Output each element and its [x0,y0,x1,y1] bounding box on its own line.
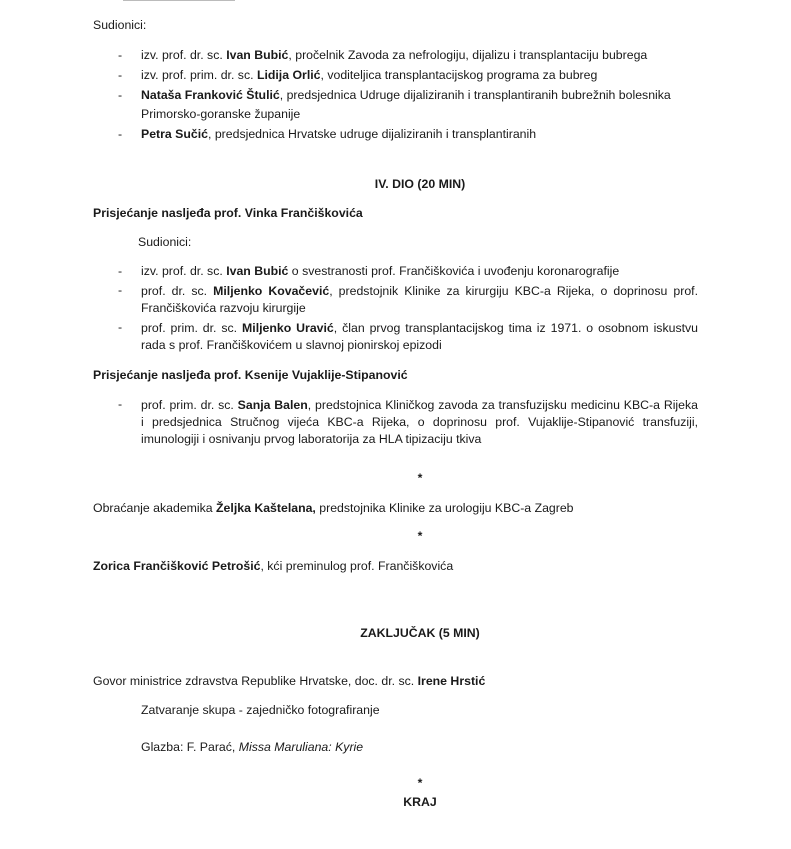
bullet: - [118,264,123,278]
list-item: prof. prim. dr. sc. Miljenko Uravić, član prvog transplantacijskog tima iz 1971. o osobnom iskustvu rada s prof. Frančiškovićem u slavnoj pionirskoj epizodi [141,321,698,352]
list-item: izv. prof. dr. sc. Ivan Bubić o svestranosti prof. Frančiškovića i uvođenju koronarografije [141,264,620,278]
academic-address: Obraćanje akademika Željka Kaštelana, predstojnika Klinike za urologiju KBC-a Zagreb [93,501,574,515]
bullet: - [118,48,123,62]
bullet: - [118,88,123,102]
list-item: prof. dr. sc. Miljenko Kovačević, predstojnik Klinike za kirurgiju KBC-a Rijeka, o doprinosu prof. Frančiškovića razvoju kirurgije [141,284,699,315]
list-item: Nataša Franković Štulić, predsjednica Udruge dijaliziranih i transplantiranih bubrežnih bolesnika [141,88,671,102]
bullet: - [118,397,123,411]
list-item: prof. prim. dr. sc. Sanja Balen, predstojnica Kliničkog zavoda za transfuzijsku medicinu KBC-a Rijeka i predsjednica Stručnog vijeća KBC-a Rijeka, o doprinosu prof. Vujaklije-Stipanović transfuziji, imunologiji i osnivanju prvog laboratorija za HLA tipizaciju tkiva [141,398,698,446]
participants-heading: Sudionici: [138,235,192,249]
bullet: - [118,283,123,297]
separator-star: * [417,776,423,790]
section-title: IV. DIO (20 MIN) [374,177,466,191]
list-item: izv. prof. prim. dr. sc. Lidija Orlić, voditeljica transplantacijskog programa za bubreg [141,68,598,82]
list-item-continuation: Primorsko-goranske županije [141,107,301,121]
family-address: Zorica Frančišković Petrošić, kći preminulog prof. Frančiškovića [93,559,454,573]
top-rule [123,0,235,1]
bullet: - [118,127,123,141]
list-item: Petra Sučić, predsjednica Hrvatske udruge dijaliziranih i transplantiranih [141,127,537,141]
end-label: KRAJ [403,795,437,809]
minister-speech: Govor ministrice zdravstva Republike Hrvatske, doc. dr. sc. Irene Hrstić [93,674,486,688]
subsection-title: Prisjećanje nasljeđa prof. Ksenije Vujaklije-Stipanović [93,368,408,382]
closing-line: Zatvaranje skupa - zajedničko fotografiranje [141,703,380,717]
subsection-title: Prisjećanje nasljeđa prof. Vinka Frančiškovića [93,206,363,220]
list-item: izv. prof. dr. sc. Ivan Bubić, pročelnik Zavoda za nefrologiju, dijalizu i transplantaciju bubrega [141,48,648,62]
bullet: - [118,320,123,334]
separator-star: * [417,471,423,485]
conclusion-title: ZAKLJUČAK (5 MIN) [360,626,480,640]
participants-heading: Sudionici: [93,18,147,32]
music-line: Glazba: F. Parać, Missa Maruliana: Kyrie [141,740,364,754]
bullet: - [118,68,123,82]
separator-star: * [417,529,423,543]
